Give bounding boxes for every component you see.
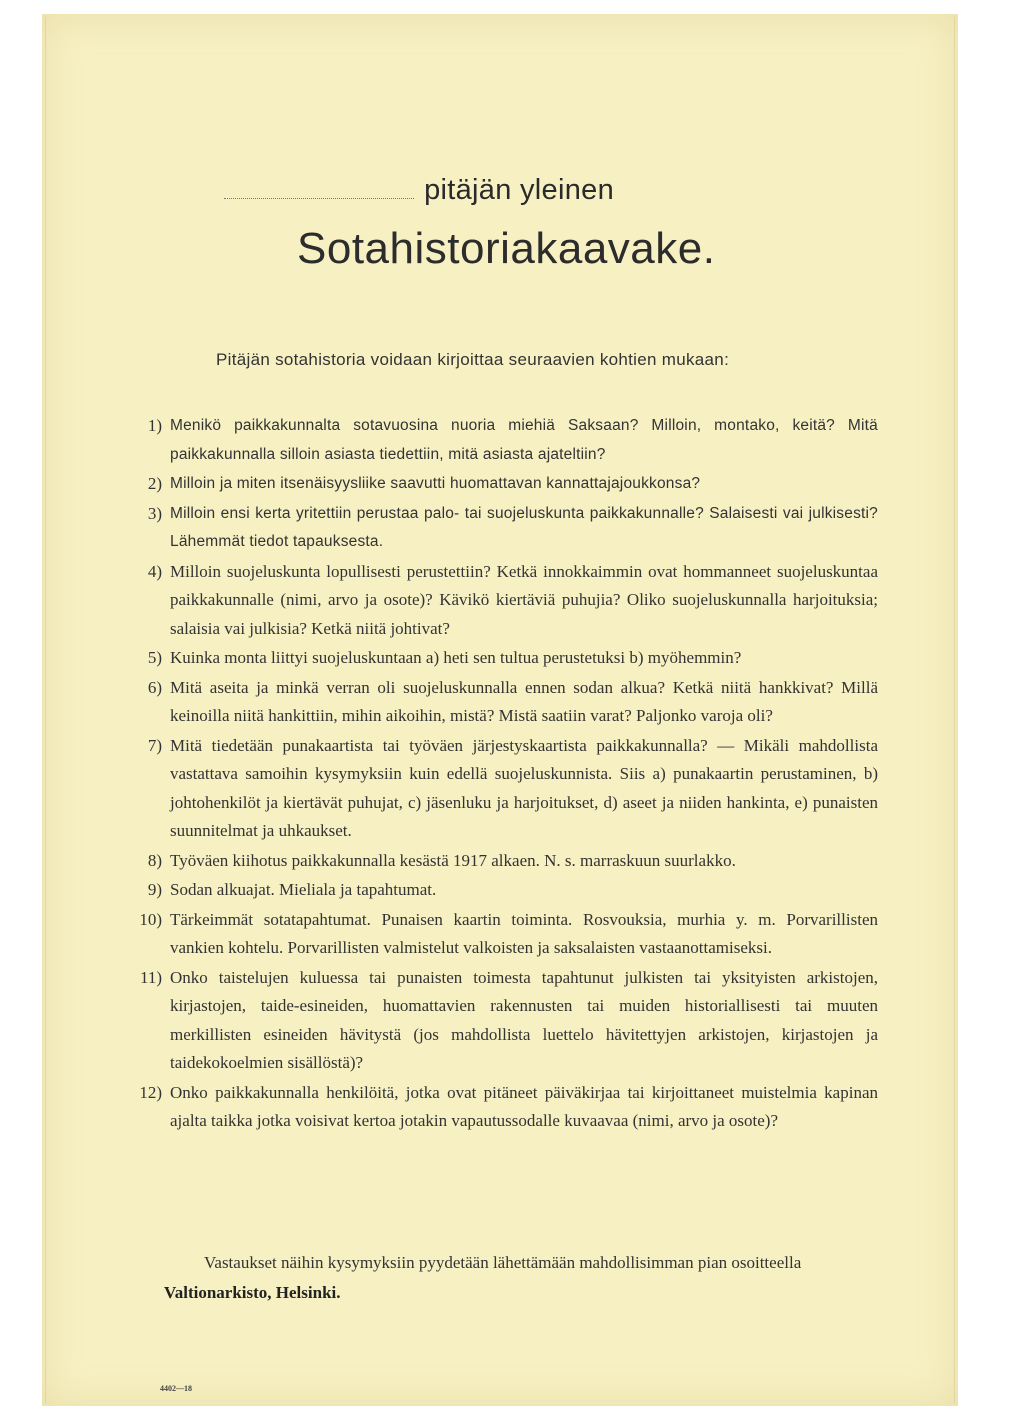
question-item [118,470,878,499]
question-item [118,732,878,846]
question-text: Mitä tiedetään punakaartista tai työväen järjestyskaartista paikkakunnalla? — Mikäli mahdollista vastattava samoihin kysymyksiin kuin edellä suojeluskunnista. Siis a) punakaartin perustaminen, b) johtohenkilöt ja kiertävät puhujat, c) jäsenluku ja harjoitukset, d) aseet ja niiden hankinta, e) punaisten suunnitelmat ja uhkaukset. [170,735,878,840]
question-number: 2) [147,474,162,493]
question-number: 1) [147,416,162,435]
form-title: Sotahistoriakaavake. [297,224,716,273]
question-list [118,412,878,1137]
question-number: 7) [147,735,162,755]
question-item [118,412,878,469]
question-text: Onko paikkakunnalla henkilöitä, jotka ovat pitäneet päiväkirjaa tai kirjoittaneet muistelmia kapinan ajalta taikka jotka voisivat kertoa jotakin vapautussodalle kuvaavaa (nimi, arvo ja osote)? [170,1082,878,1130]
question-text: Työväen kiihotus paikkakunnalla kesästä 1917 alkaen. N. s. marraskuun suurlakko. [170,850,736,870]
question-text: Mitä aseita ja minkä verran oli suojeluskunnalla ennen sodan alkua? Ketkä niitä hankkivat? Millä keinoilla niitä hankittiin, mihin aikoihin, mistä? Mistä saatiin varat? Paljonko varoja oli? [170,677,878,725]
question-text: Sodan alkuajat. Mieliala ja tapahtumat. [170,880,437,899]
question-item [118,674,878,731]
question-item [118,906,878,963]
question-number: 9) [147,880,162,899]
closing-text: Vastaukset näihin kysymyksiin pyydetään lähettämään mahdollisimman pian osoitteella [204,1253,802,1272]
question-item [118,847,878,876]
return-address: Valtionarkisto, Helsinki. [164,1283,341,1302]
question-number: 6) [147,677,162,697]
question-item [118,644,878,673]
question-text: Menikö paikkakunnalta sotavuosina nuoria miehiä Saksaan? Milloin, montako, keitä? Mitä paikkakunnalla silloin asiasta tiedettiin, mitä asiasta ajateltiin? [170,417,878,463]
question-item [118,500,878,557]
question-text: Milloin ensi kerta yritettiin perustaa palo- tai suojeluskunta paikkakunnalle? Salaisesti vai julkisesti? Lähemmät tiedot tapauksesta. [170,504,878,550]
print-code: 4402—18 [160,1384,192,1393]
question-text: Milloin suojeluskunta lopullisesti perustettiin? Ketkä innokkaimmin ovat hommanneet suojeluskuntaa paikkakunnalle (nimi, arvo ja osote)? Kävikö kiertäviä puhujia? Oliko suojeluskunnalla harjoituksia; salaisia vai julkisia? Ketkä niitä johtivat? [170,561,878,638]
question-number: 10) [139,909,162,929]
question-number: 3) [147,503,162,523]
question-item [118,558,878,644]
question-item [118,964,878,1078]
question-item [118,1079,878,1136]
intro-text: Pitäjän sotahistoria voidaan kirjoittaa seuraavien kohtien mukaan: [216,350,730,369]
question-number: 11) [139,967,162,987]
parish-header [224,167,614,207]
question-text: Tärkeimmät sotatapahtumat. Punaisen kaartin toiminta. Rosvouksia, murhia y. m. Porvarillisten vankien kohtelu. Porvarillisten valmistelut valkoisten ja saksalaisten vastaanottamiseksi. [170,909,878,957]
parish-name-blank [224,198,414,199]
question-number: 4) [147,561,162,581]
question-number: 5) [147,648,162,667]
question-text: Milloin ja miten itsenäisyysliike saavutti huomattavan kannattajajoukkonsa? [170,475,701,492]
question-text: Kuinka monta liittyi suojeluskuntaan a) heti sen tultua perustetuksi b) myöhemmin? [170,648,742,667]
question-item [118,876,878,905]
closing-paragraph [164,1248,884,1308]
paper-sheet [42,14,958,1406]
question-number: 12) [139,1082,162,1102]
question-text: Onko taistelujen kuluessa tai punaisten toimesta tapahtunut julkisten tai yksityisten arkistojen, kirjastojen, taide-esineiden, huomattavien rakennusten tai muiden historiallisesti tai muuten merkillisten esineiden hävitystä (jos mahdollista luettelo hävitettyjen arkistojen, kirjastojen ja taidekokoelmien sisällöstä)? [170,967,878,1072]
question-number: 8) [147,850,162,870]
form-subtitle: pitäjän yleinen [424,174,614,206]
